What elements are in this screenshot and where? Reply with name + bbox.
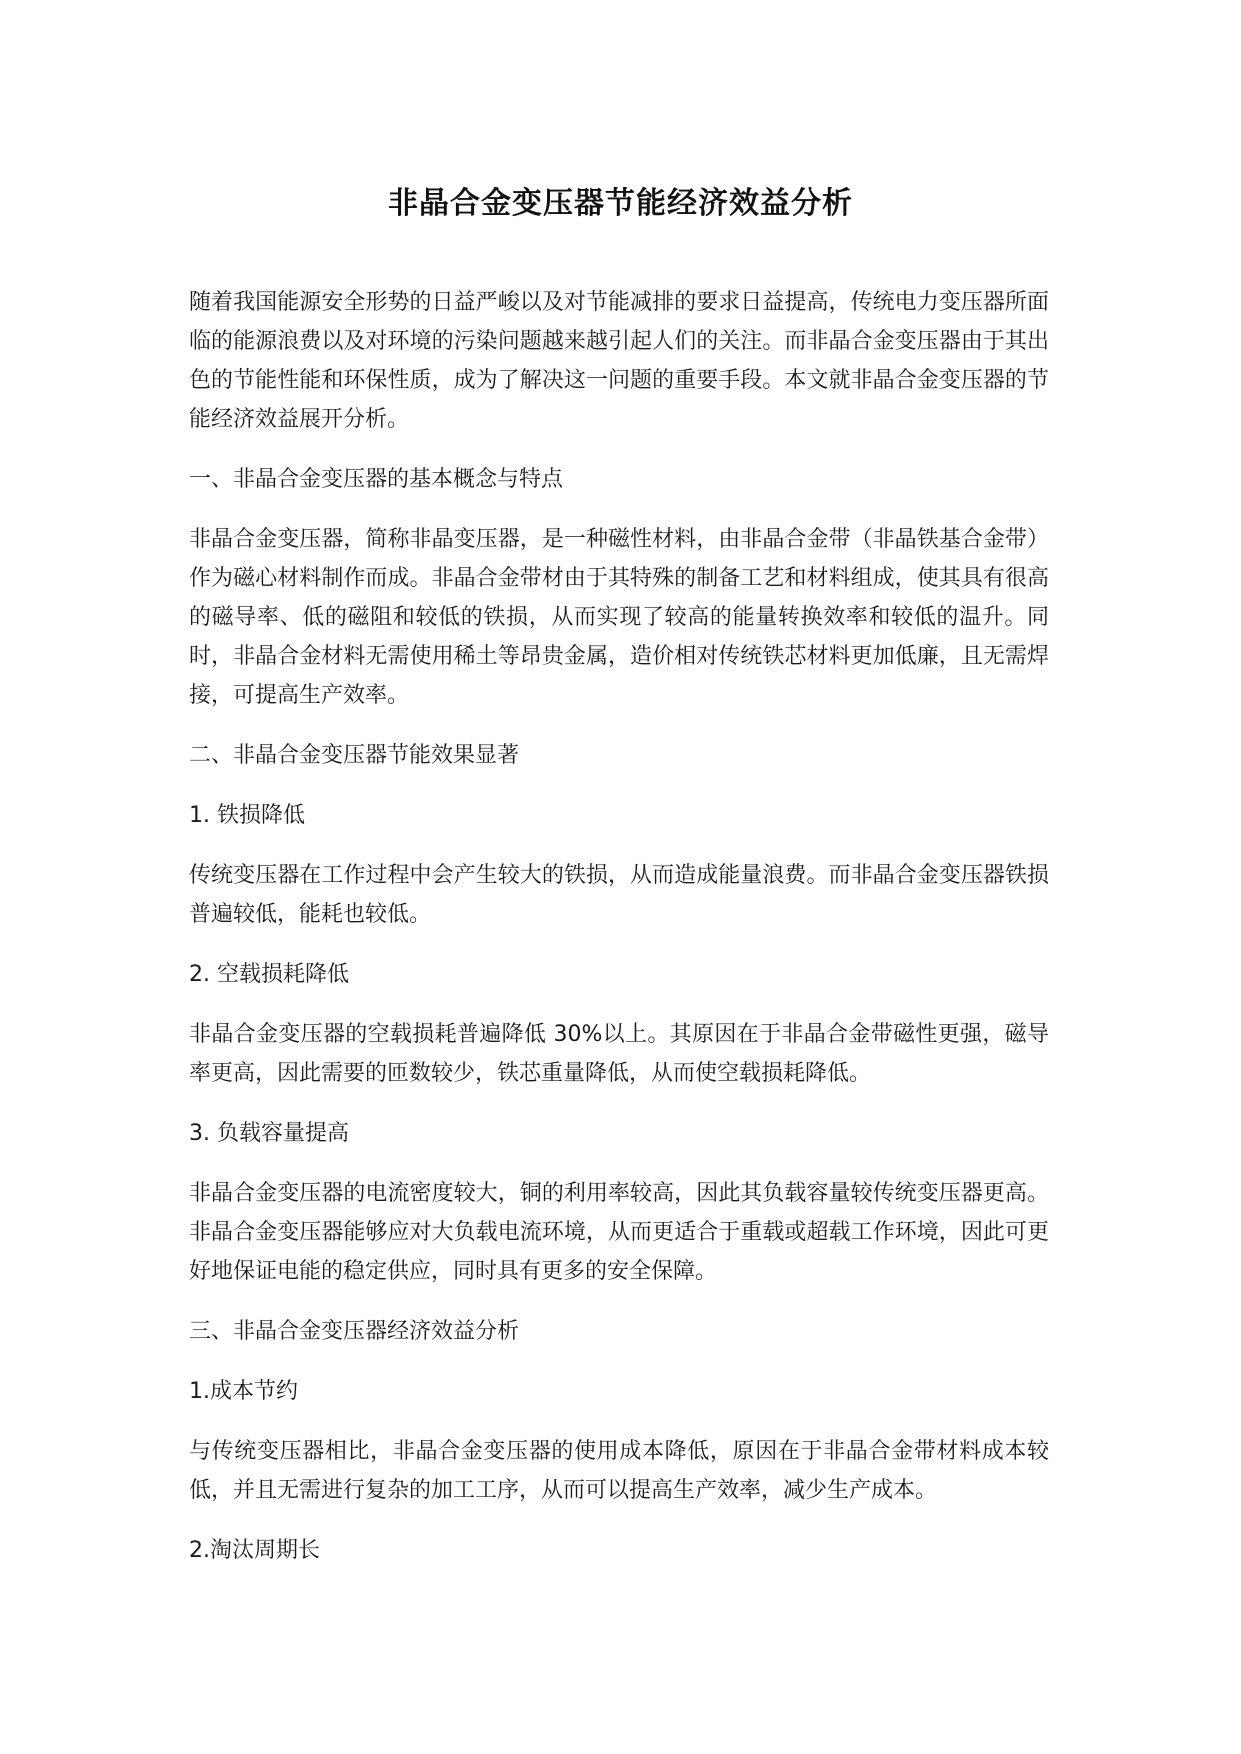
subheading-no-load-loss: 2. 空载损耗降低: [189, 962, 349, 987]
body-paragraph: 与传统变压器相比，非晶合金变压器的使用成本降低，原因在于非晶合金带材料成本较低，并且无需进行复杂的加工工序，从而可以提高生产效率，减少生产成本。: [189, 1439, 1049, 1503]
document-body: [189, 283, 1049, 1591]
document-title: 非晶合金变压器节能经济效益分析: [388, 186, 853, 221]
body-paragraph: 非晶合金变压器，简称非晶变压器，是一种磁性材料，由非晶合金带（非晶铁基合金带）作为磁心材料制作而成。非晶合金带材由于其特殊的制备工艺和材料组成，使其具有很高的磁导率、低的磁阻和较低的铁损，从而实现了较高的能量转换效率和较低的温升。同时，非晶合金材料无需使用稀土等昂贵金属，造价相对传统铁芯材料更加低廉，且无需焊接，可提高生产效率。: [189, 527, 1049, 708]
subheading-iron-loss: 1. 铁损降低: [189, 803, 305, 828]
section-heading-3: 三、非晶合金变压器经济效益分析: [189, 1319, 520, 1344]
subheading-load-capacity: 3. 负载容量提高: [189, 1121, 349, 1146]
body-paragraph: 非晶合金变压器的空载损耗普遍降低 30%以上。其原因在于非晶合金带磁性更强，磁导率更高，因此需要的匝数较少，铁芯重量降低，从而使空载损耗降低。: [189, 1022, 1049, 1086]
section-heading-1: 一、非晶合金变压器的基本概念与特点: [189, 467, 564, 492]
subheading-replacement-cycle: 2.淘汰周期长: [189, 1538, 320, 1563]
subheading-cost-saving: 1.成本节约: [189, 1379, 298, 1404]
section-heading-2: 二、非晶合金变压器节能效果显著: [189, 743, 520, 768]
body-paragraph: 传统变压器在工作过程中会产生较大的铁损，从而造成能量浪费。而非晶合金变压器铁损普遍较低，能耗也较低。: [189, 863, 1049, 927]
intro-paragraph: 随着我国能源安全形势的日益严峻以及对节能减排的要求日益提高，传统电力变压器所面临的能源浪费以及对环境的污染问题越来越引起人们的关注。而非晶合金变压器由于其出色的节能性能和环保性质，成为了解决这一问题的重要手段。本文就非晶合金变压器的节能经济效益展开分析。: [189, 290, 1049, 432]
body-paragraph: 非晶合金变压器的电流密度较大，铜的利用率较高，因此其负载容量较传统变压器更高。非晶合金变压器能够应对大负载电流环境，从而更适合于重载或超载工作环境，因此可更好地保证电能的稳定供应，同时具有更多的安全保障。: [189, 1181, 1049, 1284]
